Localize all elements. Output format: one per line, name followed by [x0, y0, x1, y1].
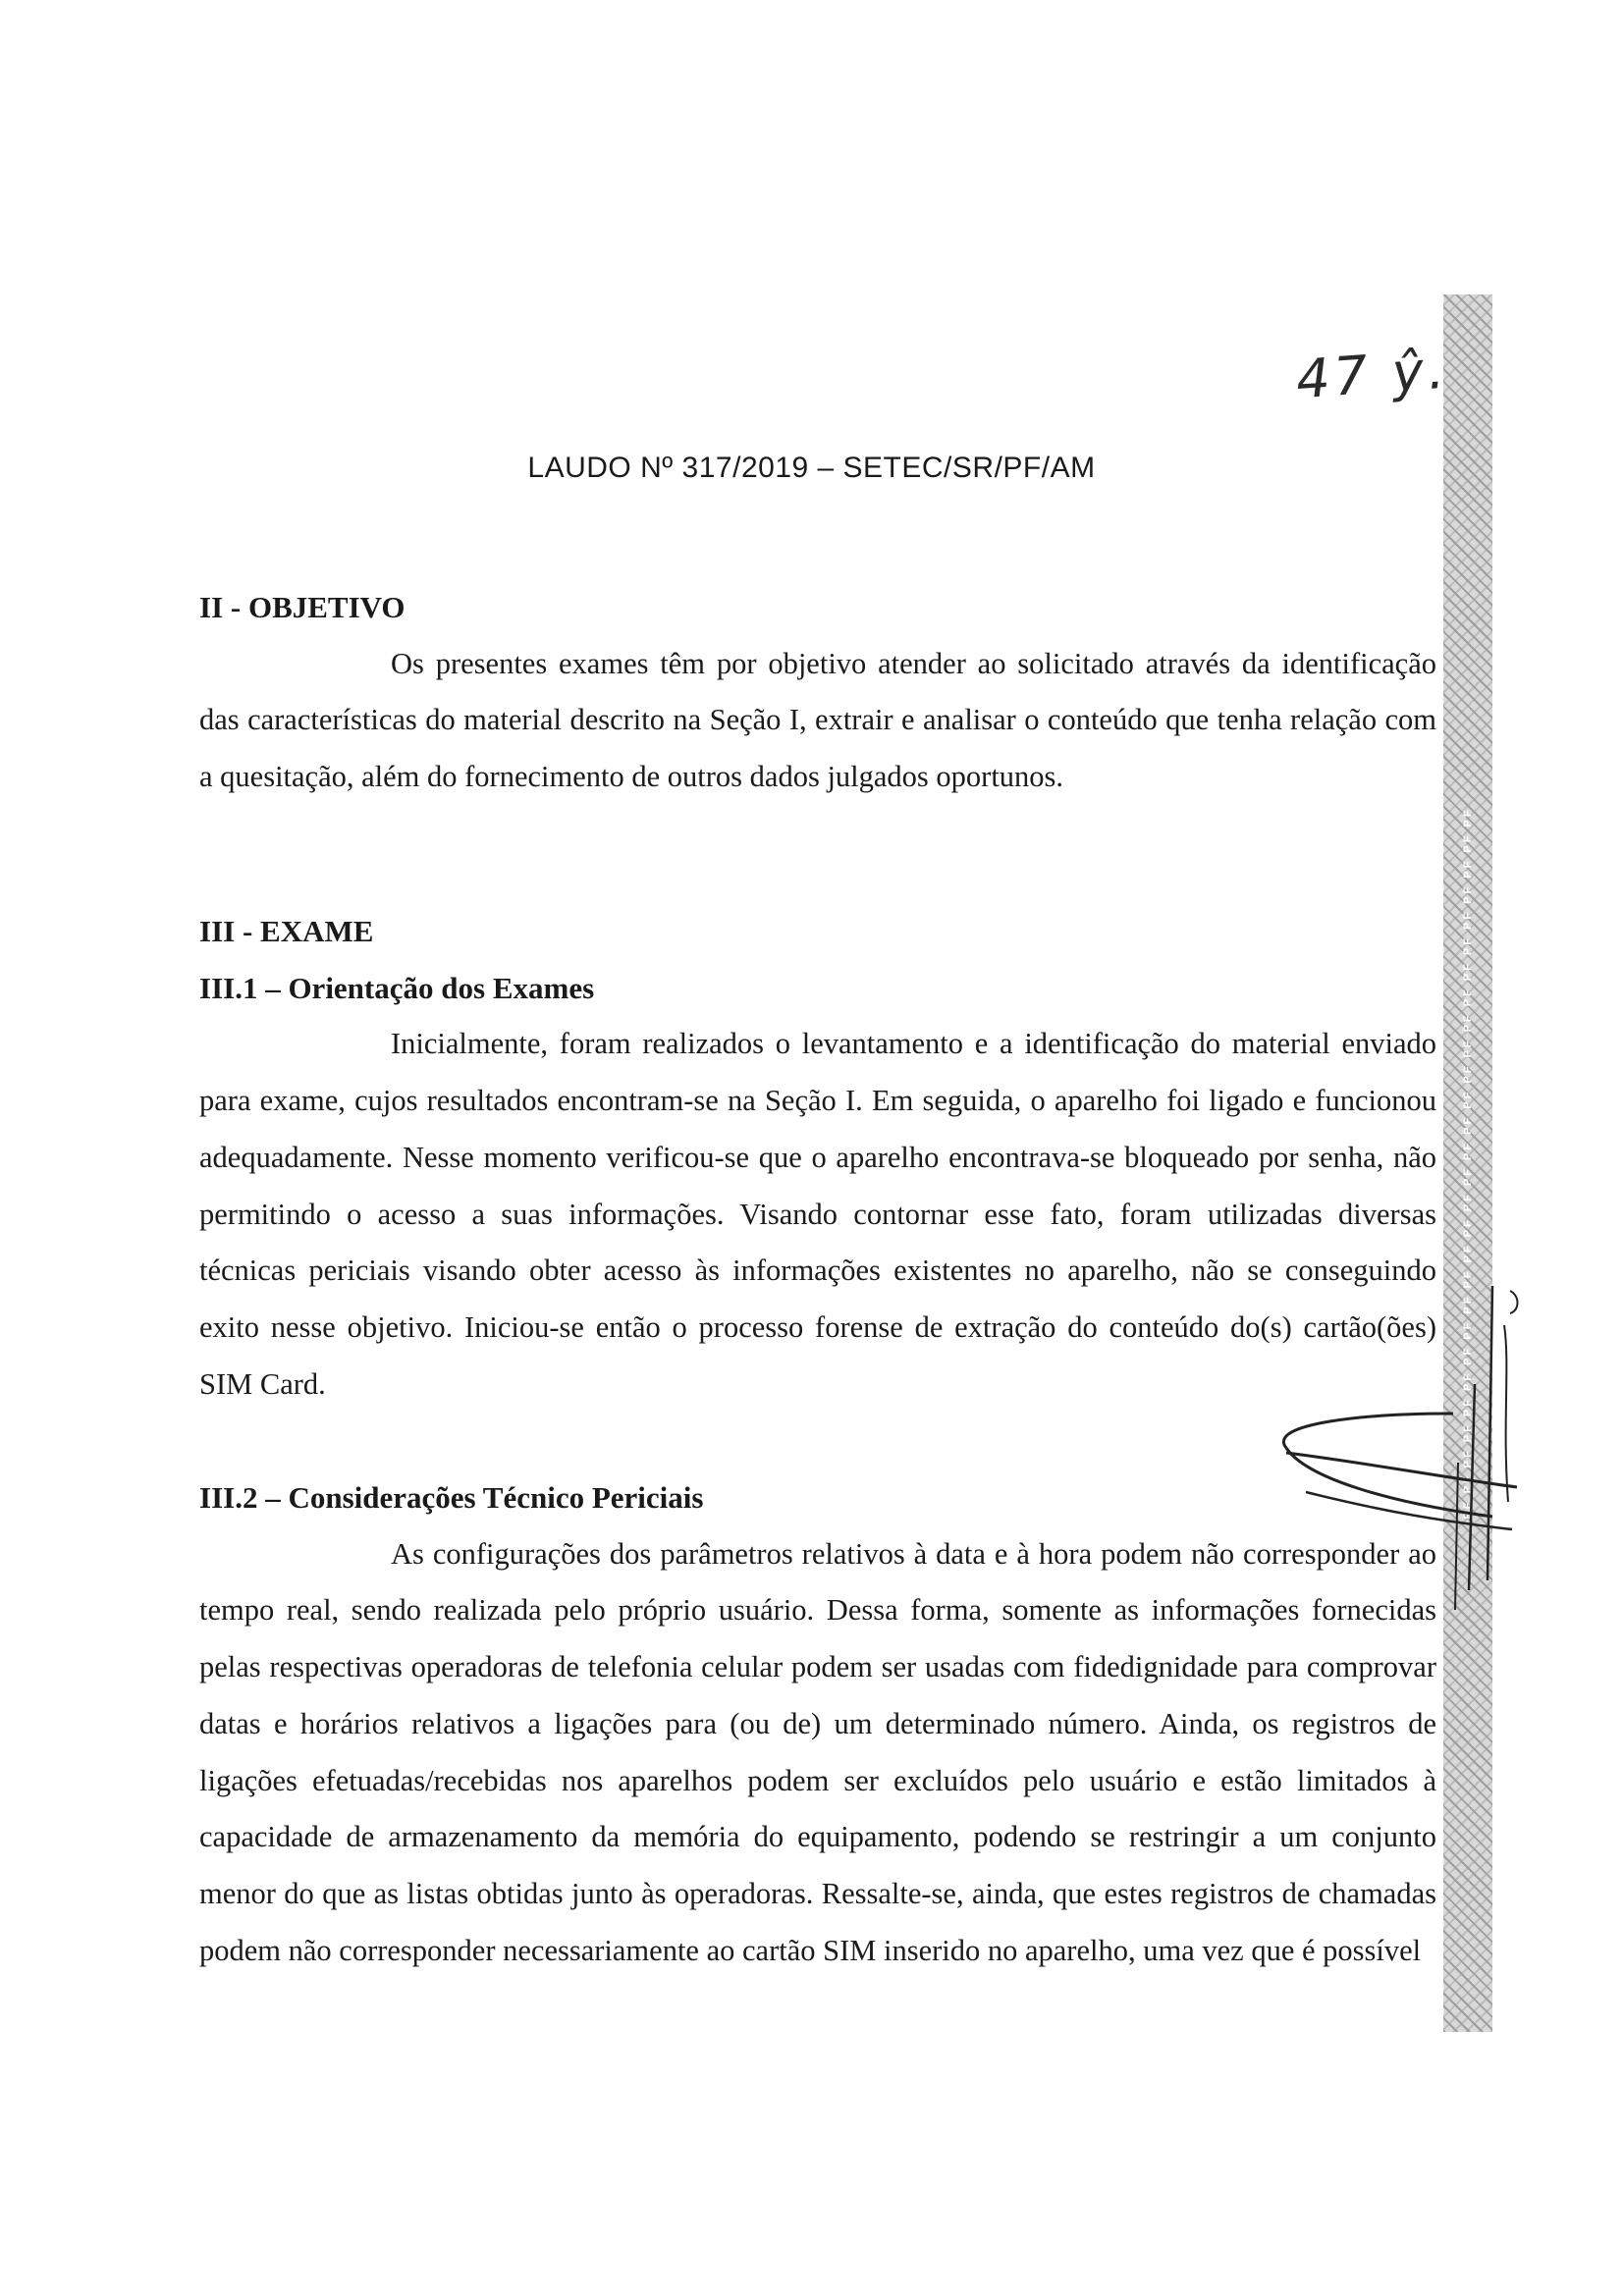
report-header: LAUDO Nº 317/2019 – SETEC/SR/PF/AM [527, 452, 1096, 484]
section-paragraph: As configurações dos parâmetros relativos à data e à hora podem não corresponder ao tempo real, sendo realizada pelo próprio usuário. Dessa forma, somente as informações fornecidas pelas respectivas operadoras de telefonia celular podem ser usadas com fidedignidade para comprovar datas e horários relativos a ligações para (ou de) um determinado número. Ainda, os registros de ligações efetuadas/recebidas nos aparelhos podem ser excluídos pelo usuário e estão limitados à capacidade de armazenamento da memória do equipamento, podendo se restringir a um conjunto menor do que as listas obtidas junto às operadoras. Ressalte-se, ainda, que estes registros de chamadas podem não corresponder necessariamente ao cartão SIM inserido no aparelho, uma vez que é possível [199, 1536, 1436, 1967]
section-paragraph: Os presentes exames têm por objetivo atender ao solicitado através da identificação das características do material descrito na Seção I, extrair e analisar o conteúdo que tenha relação com a quesitação, além do fornecimento de outros dados julgados oportunos. [199, 646, 1436, 794]
handwritten-page-number: 47 ŷ. [1293, 338, 1451, 411]
subsection-heading: III.1 – Orientação dos Exames [199, 970, 595, 1005]
section-heading: II - OBJETIVO [199, 590, 406, 624]
section-heading: III - EXAME [199, 914, 374, 948]
section-paragraph: Inicialmente, foram realizados o levantamento e a identificação do material enviado para exame, cujos resultados encontram-se na Seção I. Em seguida, o aparelho foi ligado e funcionou adequadamente. Nesse momento verificou-se que o aparelho encontrava-se bloqueado por senha, não permitindo o acesso a suas informações. Visando contornar esse fato, foram utilizadas diversas técnicas periciais visando obter acesso às informações existentes no aparelho, não se conseguindo exito nesse objetivo. Iniciou-se então o processo forense de extração do conteúdo do(s) cartão(ões) SIM Card. [199, 1027, 1436, 1401]
subsection-heading: III.2 – Considerações Técnico Periciais [199, 1480, 704, 1515]
security-strip-text: PF PF PF PF PF PF PF PF PF PF PF PF PF PF PF PF PF PF PF PF PF PF PF PF PF PF PF PF [1462, 807, 1474, 1520]
security-strip [1443, 294, 1492, 2032]
section-objetivo [199, 579, 1436, 806]
handwritten-signature [1247, 1266, 1522, 1620]
